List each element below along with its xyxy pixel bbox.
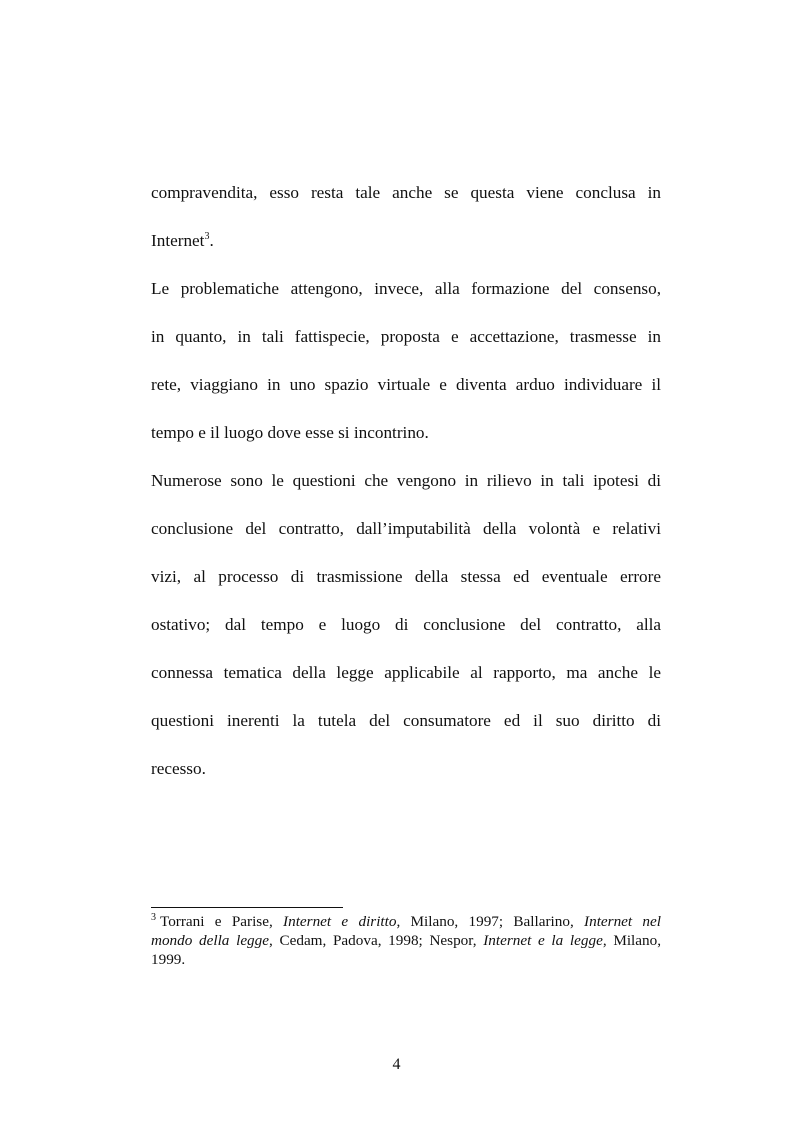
- footnote-divider: [151, 907, 343, 908]
- text-line: tempo e il luogo dove esse si incontrino.: [151, 423, 429, 442]
- footnote-segment: , Milano,: [602, 932, 661, 949]
- text-line: questioni inerenti la tutela del consumatore ed il suo diritto di: [151, 711, 661, 730]
- text-line: Numerose sono le questioni che vengono in rilievo in tali ipotesi di: [151, 471, 661, 490]
- footnote-title: Internet nel: [584, 913, 661, 930]
- footnote-segment: , Cedam, Padova, 1998; Nespor,: [268, 932, 484, 949]
- text-line: [151, 217, 661, 265]
- footnote-line: 1999.: [151, 951, 186, 968]
- footnote-title: Internet e diritto: [283, 913, 397, 930]
- footnote: [151, 912, 661, 969]
- footnote-segment: , Milano, 1997; Ballarino,: [396, 913, 585, 930]
- footnote-reference[interactable]: 3: [204, 231, 210, 242]
- page-number: 4: [392, 1056, 401, 1073]
- text-line: Le problematiche attengono, invece, alla formazione del consenso,: [151, 279, 661, 298]
- text-line: vizi, al processo di trasmissione della stessa ed eventuale errore: [151, 567, 661, 586]
- text-line: connessa tematica della legge applicabile al rapporto, ma anche le: [151, 663, 661, 682]
- footnote-segment: Torrani e Parise,: [160, 913, 284, 930]
- footnote-line: [151, 912, 661, 931]
- text-line: in quanto, in tali fattispecie, proposta e accettazione, trasmesse in: [151, 327, 661, 346]
- main-text: [151, 169, 661, 793]
- text-line: rete, viaggiano in uno spazio virtuale e diventa arduo individuare il: [151, 375, 661, 394]
- text-segment: Internet: [151, 231, 205, 250]
- footnote-title: Internet e la legge: [483, 932, 603, 949]
- footnote-title: mondo della legge: [151, 932, 269, 949]
- text-line: conclusione del contratto, dall’imputabilità della volontà e relativi: [151, 519, 661, 538]
- footnote-line: [151, 931, 661, 950]
- text-line: ostativo; dal tempo e luogo di conclusione del contratto, alla: [151, 615, 661, 634]
- text-segment: .: [209, 231, 214, 250]
- text-line: compravendita, esso resta tale anche se questa viene conclusa in: [151, 183, 661, 202]
- text-line: recesso.: [151, 759, 206, 778]
- footnote-number: 3: [151, 912, 156, 923]
